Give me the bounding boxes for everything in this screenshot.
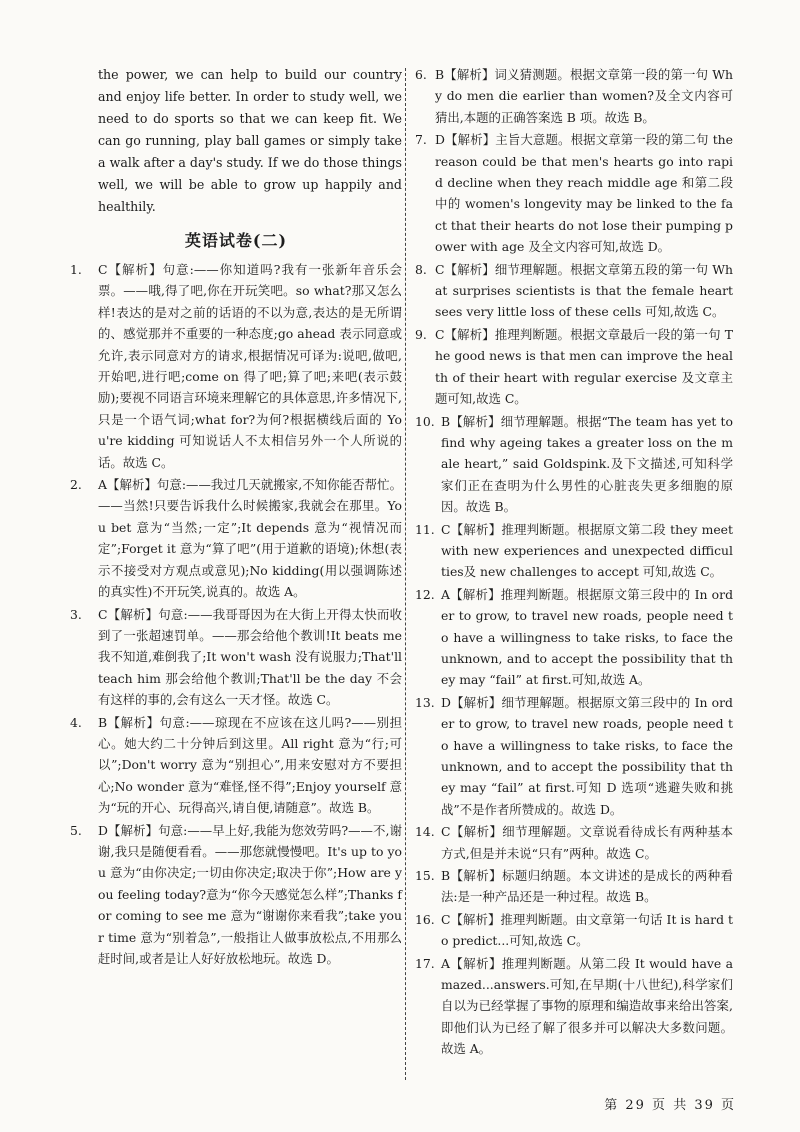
question-number: 4. xyxy=(70,714,82,730)
answer-list-left xyxy=(70,259,402,969)
answer-explanation: C【解析】细节理解题。文章说看待成长有两种基本方式,但是并未说“只有”两种。故选 C。 xyxy=(441,824,733,861)
question-number: 8. xyxy=(415,261,427,277)
answer-explanation: D【解析】句意:——早上好,我能为您效劳吗?——不,谢谢,我只是随便看看。——那您就慢慢吧。It's up to you 意为“由你决定;一切由你决定;取决于你”;How are you feeling today?意为“你今天感觉怎么样”;Thanks for coming to see me 意为“谢谢你来看我”;take your time 意为“别着急”,一般指让人做事放松点,不用那么赶时间,或者是让人好好放松地玩。故选 D。 xyxy=(98,822,402,966)
section-title: 英语试卷(二) xyxy=(184,231,288,250)
right-column xyxy=(415,64,733,1061)
question-number: 15. xyxy=(415,868,435,884)
column-divider xyxy=(405,68,406,1080)
answer-item xyxy=(70,474,402,602)
question-number: 17. xyxy=(415,955,435,971)
question-number: 5. xyxy=(70,822,82,838)
essay-text: the power, we can help to build our country and enjoy life better. In order to study well, we need to do sports so that we can keep fit. We can go running, play ball games or simply take a walk after a day's study. If we do those things well, we will be able to grow up happily and healthily. xyxy=(98,67,402,214)
answer-item xyxy=(70,604,402,711)
left-column xyxy=(70,64,402,970)
answer-item xyxy=(415,519,733,583)
answer-item xyxy=(70,820,402,970)
answer-explanation: A【解析】推理判断题。从第二段 It would have amazed...answers.可知,在早期(十八世纪),科学家们自以为已经掌握了事物的原理和编造故事来给出答案,即他们认为已经了解了很多并可以解决大多数问题。故选 A。 xyxy=(441,955,733,1057)
question-number: 1. xyxy=(70,262,82,277)
question-number: 16. xyxy=(415,911,435,927)
question-number: 10. xyxy=(415,413,435,429)
answer-item xyxy=(415,821,733,864)
answer-explanation: C【解析】推理判断题。由文章第一句话 It is hard to predict...可知,故选 C。 xyxy=(441,911,733,949)
answer-explanation: B【解析】标题归纳题。本文讲述的是成长的两种看法:是一种产品还是一种过程。故选 B。 xyxy=(441,868,733,905)
essay-continuation xyxy=(70,64,402,218)
answer-explanation: B【解析】句意:——琼现在不应该在这儿吗?——别担心。她大约二十分钟后到这里。All right 意为“行;可以”;Don't worry 意为“别担心”,用来安慰对方不要担心;No wonder 意为“难怪,怪不得”;Enjoy yourself 意为“玩的开心、玩得高兴,请自便,请随意”。故选 B。 xyxy=(98,714,402,816)
question-number: 7. xyxy=(415,132,427,148)
answer-item xyxy=(415,324,733,410)
question-number: 11. xyxy=(415,521,435,537)
answer-item xyxy=(415,909,733,952)
answer-list-right xyxy=(415,64,733,1060)
answer-item xyxy=(415,259,733,323)
answer-explanation: B【解析】细节理解题。根据“The team has yet to find why ageing takes a greater loss on the male heart,” said Goldspink.及下文描述,可知科学家们正在查明为什么男性的心脏丧失更多细胞的原因。故选 B。 xyxy=(441,413,733,515)
question-number: 6. xyxy=(415,67,427,82)
answer-item xyxy=(415,129,733,257)
answer-explanation: D【解析】主旨大意题。根据文章第一段的第二句 the reason could be that men's hearts go into rapid decline when they reach middle age 和第二段中的 women's longevity may be linked to the fact that their hearts do not lose their pumping power with age 及全文内容可知,故选 D。 xyxy=(435,132,733,255)
question-number: 3. xyxy=(70,606,82,622)
question-number: 14. xyxy=(415,824,435,840)
answer-item xyxy=(415,953,733,1060)
answer-explanation: B【解析】词义猜测题。根据文章第一段的第一句 Why do men die earlier than women?及全文内容可猜出,本题的正确答案选 B 项。故选 B。 xyxy=(435,67,733,125)
answer-item xyxy=(415,411,733,518)
answer-explanation: C【解析】句意:——你知道吗?我有一张新年音乐会票。——哦,得了吧,你在开玩笑吧。so what?那又怎么样!表达的是对之前的话语的不以为意,表达的是无所谓的、感觉那并不重要的一种态度;go ahead 表示同意或允许,表示同意对方的请求,根据情况可译为:说吧,做吧,开始吧,进行吧;come on 得了吧;算了吧;来吧(表示鼓励);要视不同语言环境来理解它的具体意思,许多情况下,只是一个语气词;what for?为何?根据横线后面的 You're kidding 可知说话人不太相信另外一个人所说的话。故选 C。 xyxy=(98,262,402,470)
answer-item xyxy=(415,865,733,908)
answer-explanation: D【解析】细节理解题。根据原文第三段中的 In order to grow, to travel new roads, people need to have a willingness to take risks, to face the unknown, and to accept the possibility that they may “fail” at first.可知 D 选项“逃避失败和挑战”不是作者所赞成的。故选 D。 xyxy=(441,694,733,817)
answer-item xyxy=(70,259,402,473)
page-footer: 第 29 页 共 39 页 xyxy=(604,1098,736,1113)
question-number: 9. xyxy=(415,326,427,342)
answer-explanation: C【解析】推理判断题。根据原文第二段 they meet with new experiences and unexpected difficulties及 new challenges to accept 可知,故选 C。 xyxy=(441,521,733,580)
answer-item xyxy=(70,712,402,819)
question-number: 2. xyxy=(70,477,82,493)
answer-explanation: C【解析】句意:——我哥哥因为在大街上开得太快而收到了一张超速罚单。——那会给他个教训!It beats me 我不知道,难倒我了;It won't wash 没有说服力;That'll teach him 那会给他个教训;That'll be the day 不会有这样的事的,会有这么一天才怪。故选 C。 xyxy=(98,606,402,708)
answer-explanation: C【解析】推理判断题。根据文章最后一段的第一句 The good news is that men can improve the health of their heart with regular exercise 及文章主题可知,故选 C。 xyxy=(435,326,733,407)
answer-explanation: C【解析】细节理解题。根据文章第五段的第一句 What surprises scientists is that the female heart sees very little loss of these cells 可知,故选 C。 xyxy=(435,261,733,320)
question-number: 12. xyxy=(415,586,435,602)
answer-item xyxy=(415,692,733,820)
answer-item xyxy=(415,64,733,128)
answer-explanation: A【解析】句意:——我过几天就搬家,不知你能否帮忙。——当然!只要告诉我什么时候搬家,我就会在那里。You bet 意为“当然;一定”;It depends 意为“视情况而定”;Forget it 意为“算了吧”(用于道歉的语境);休想(表示不接受对方观点或意见);No kidding(用以强调陈述的真实性)不开玩笑,说真的。故选 A。 xyxy=(98,477,402,600)
answer-explanation: A【解析】推理判断题。根据原文第三段中的 In order to grow, to travel new roads, people need to have a willingness to take risks, to face the unknown, and to accept the possibility that they may “fail” at first.可知,故选 A。 xyxy=(441,586,733,688)
question-number: 13. xyxy=(415,694,435,710)
answer-item xyxy=(415,584,733,691)
